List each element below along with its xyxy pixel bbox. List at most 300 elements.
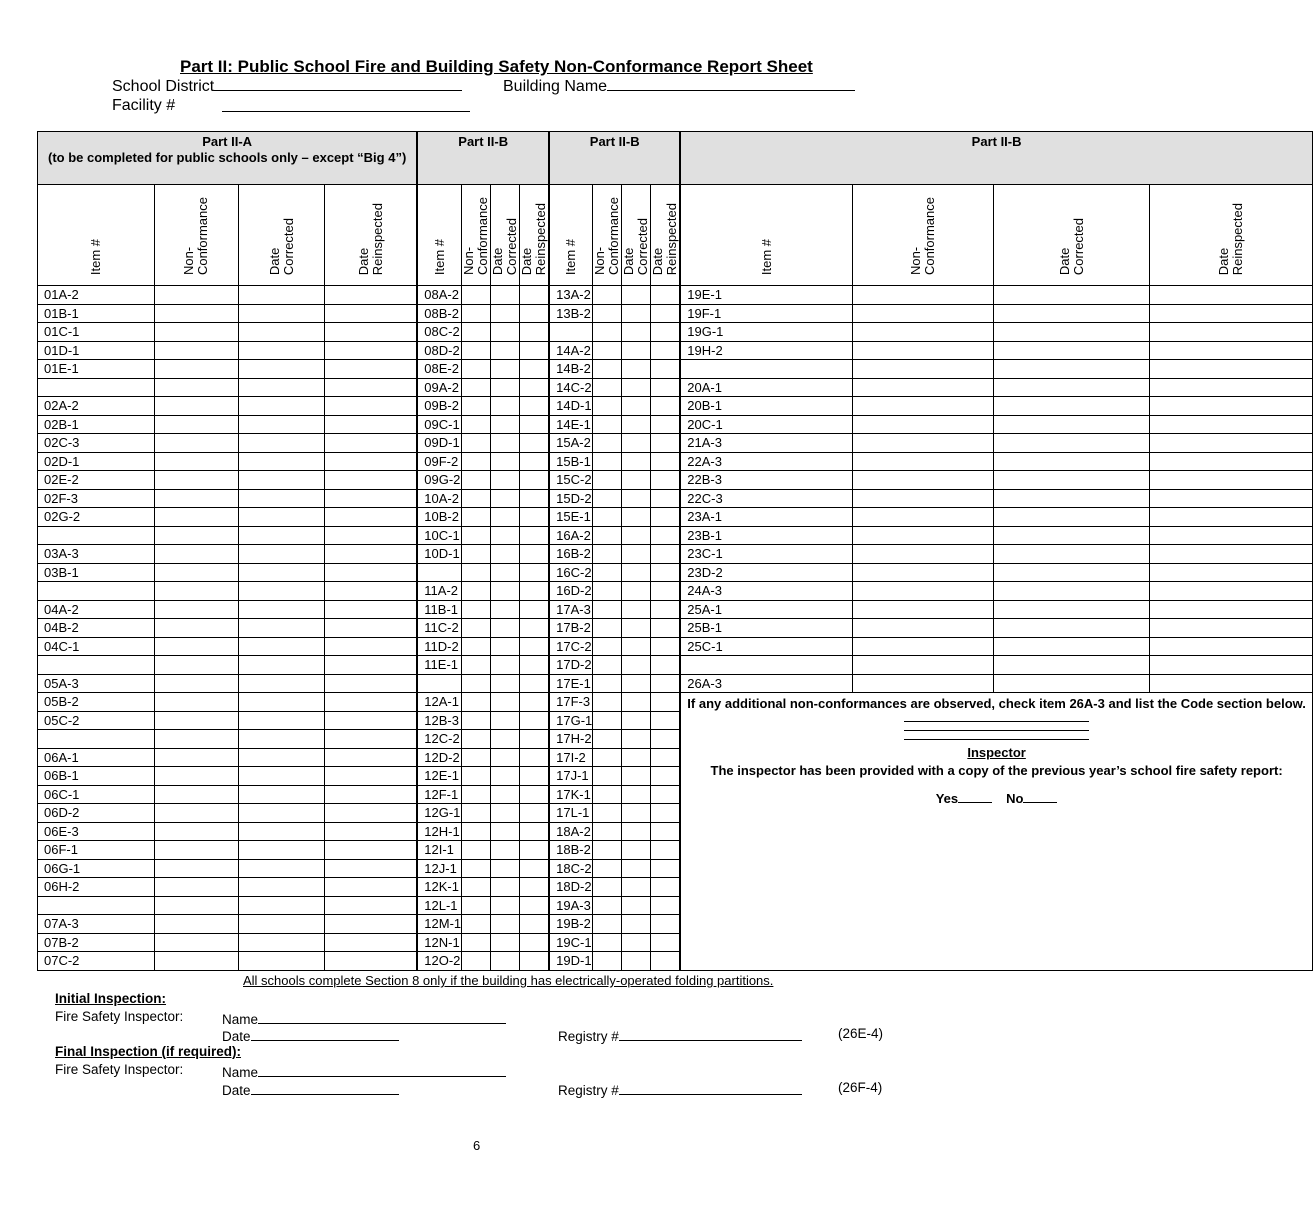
date-reinspected-cell[interactable] bbox=[325, 304, 417, 323]
date-corrected-cell[interactable] bbox=[491, 841, 520, 860]
non-conformance-cell[interactable] bbox=[154, 582, 238, 601]
non-conformance-cell[interactable] bbox=[593, 582, 622, 601]
date-reinspected-cell[interactable] bbox=[651, 415, 680, 434]
date-reinspected-cell[interactable] bbox=[325, 600, 417, 619]
non-conformance-cell[interactable] bbox=[462, 378, 491, 397]
date-reinspected-cell[interactable] bbox=[520, 785, 549, 804]
date-reinspected-cell[interactable] bbox=[1150, 286, 1312, 305]
date-corrected-cell[interactable] bbox=[491, 434, 520, 453]
date-reinspected-cell[interactable] bbox=[325, 674, 417, 693]
date-reinspected-cell[interactable] bbox=[520, 878, 549, 897]
date-reinspected-cell[interactable] bbox=[325, 452, 417, 471]
non-conformance-cell[interactable] bbox=[593, 656, 622, 675]
date-corrected-cell[interactable] bbox=[622, 619, 651, 638]
date-corrected-cell[interactable] bbox=[491, 304, 520, 323]
non-conformance-cell[interactable] bbox=[593, 304, 622, 323]
non-conformance-cell[interactable] bbox=[154, 452, 238, 471]
date-reinspected-cell[interactable] bbox=[520, 804, 549, 823]
date-reinspected-cell[interactable] bbox=[651, 674, 680, 693]
date-corrected-cell[interactable] bbox=[622, 508, 651, 527]
date-reinspected-cell[interactable] bbox=[325, 952, 417, 971]
date-reinspected-cell[interactable] bbox=[1150, 619, 1312, 638]
date-reinspected-cell[interactable] bbox=[651, 730, 680, 749]
date-reinspected-cell[interactable] bbox=[325, 767, 417, 786]
date-corrected-cell[interactable] bbox=[491, 600, 520, 619]
date-corrected-cell[interactable] bbox=[239, 933, 325, 952]
code-section-line[interactable] bbox=[904, 730, 1089, 731]
facility-input[interactable] bbox=[222, 97, 470, 112]
date-reinspected-cell[interactable] bbox=[1150, 582, 1312, 601]
non-conformance-cell[interactable] bbox=[462, 582, 491, 601]
non-conformance-cell[interactable] bbox=[852, 545, 993, 564]
non-conformance-cell[interactable] bbox=[593, 415, 622, 434]
non-conformance-cell[interactable] bbox=[154, 933, 238, 952]
date-corrected-cell[interactable] bbox=[239, 841, 325, 860]
non-conformance-cell[interactable] bbox=[852, 397, 993, 416]
non-conformance-cell[interactable] bbox=[462, 286, 491, 305]
date-corrected-cell[interactable] bbox=[622, 286, 651, 305]
date-corrected-cell[interactable] bbox=[622, 748, 651, 767]
date-corrected-cell[interactable] bbox=[239, 952, 325, 971]
date-reinspected-cell[interactable] bbox=[520, 378, 549, 397]
non-conformance-cell[interactable] bbox=[852, 471, 993, 490]
date-reinspected-cell[interactable] bbox=[1150, 637, 1312, 656]
date-reinspected-cell[interactable] bbox=[1150, 545, 1312, 564]
date-corrected-cell[interactable] bbox=[239, 378, 325, 397]
non-conformance-cell[interactable] bbox=[462, 952, 491, 971]
non-conformance-cell[interactable] bbox=[852, 526, 993, 545]
date-reinspected-cell[interactable] bbox=[651, 397, 680, 416]
non-conformance-cell[interactable] bbox=[593, 434, 622, 453]
date-reinspected-cell[interactable] bbox=[325, 508, 417, 527]
non-conformance-cell[interactable] bbox=[462, 563, 491, 582]
non-conformance-cell[interactable] bbox=[852, 637, 993, 656]
date-reinspected-cell[interactable] bbox=[520, 415, 549, 434]
date-reinspected-cell[interactable] bbox=[520, 674, 549, 693]
non-conformance-cell[interactable] bbox=[593, 952, 622, 971]
non-conformance-cell[interactable] bbox=[462, 545, 491, 564]
non-conformance-cell[interactable] bbox=[593, 674, 622, 693]
school-district-input[interactable] bbox=[214, 76, 462, 91]
date-corrected-cell[interactable] bbox=[622, 434, 651, 453]
date-corrected-cell[interactable] bbox=[491, 489, 520, 508]
date-reinspected-cell[interactable] bbox=[520, 508, 549, 527]
date-reinspected-cell[interactable] bbox=[325, 748, 417, 767]
date-reinspected-cell[interactable] bbox=[520, 767, 549, 786]
date-reinspected-cell[interactable] bbox=[325, 563, 417, 582]
final-registry-input[interactable] bbox=[619, 1080, 802, 1095]
date-reinspected-cell[interactable] bbox=[1150, 415, 1312, 434]
date-reinspected-cell[interactable] bbox=[520, 471, 549, 490]
non-conformance-cell[interactable] bbox=[593, 452, 622, 471]
non-conformance-cell[interactable] bbox=[462, 915, 491, 934]
initial-registry-input[interactable] bbox=[619, 1026, 802, 1041]
non-conformance-cell[interactable] bbox=[154, 674, 238, 693]
date-reinspected-cell[interactable] bbox=[651, 637, 680, 656]
date-corrected-cell[interactable] bbox=[622, 785, 651, 804]
initial-date-input[interactable] bbox=[251, 1026, 399, 1041]
date-corrected-cell[interactable] bbox=[491, 878, 520, 897]
date-reinspected-cell[interactable] bbox=[1150, 341, 1312, 360]
date-reinspected-cell[interactable] bbox=[520, 526, 549, 545]
non-conformance-cell[interactable] bbox=[462, 878, 491, 897]
date-reinspected-cell[interactable] bbox=[1150, 360, 1312, 379]
non-conformance-cell[interactable] bbox=[593, 471, 622, 490]
non-conformance-cell[interactable] bbox=[462, 859, 491, 878]
date-reinspected-cell[interactable] bbox=[520, 841, 549, 860]
non-conformance-cell[interactable] bbox=[852, 378, 993, 397]
date-reinspected-cell[interactable] bbox=[651, 471, 680, 490]
non-conformance-cell[interactable] bbox=[462, 415, 491, 434]
non-conformance-cell[interactable] bbox=[593, 600, 622, 619]
non-conformance-cell[interactable] bbox=[462, 674, 491, 693]
date-corrected-cell[interactable] bbox=[491, 674, 520, 693]
non-conformance-cell[interactable] bbox=[154, 471, 238, 490]
date-reinspected-cell[interactable] bbox=[325, 526, 417, 545]
date-reinspected-cell[interactable] bbox=[1150, 434, 1312, 453]
building-name-input[interactable] bbox=[607, 76, 855, 91]
non-conformance-cell[interactable] bbox=[462, 323, 491, 342]
date-corrected-cell[interactable] bbox=[239, 360, 325, 379]
date-reinspected-cell[interactable] bbox=[325, 323, 417, 342]
date-reinspected-cell[interactable] bbox=[325, 822, 417, 841]
date-corrected-cell[interactable] bbox=[239, 563, 325, 582]
date-corrected-cell[interactable] bbox=[994, 341, 1150, 360]
date-corrected-cell[interactable] bbox=[239, 471, 325, 490]
non-conformance-cell[interactable] bbox=[462, 748, 491, 767]
non-conformance-cell[interactable] bbox=[154, 711, 238, 730]
non-conformance-cell[interactable] bbox=[852, 600, 993, 619]
date-corrected-cell[interactable] bbox=[622, 711, 651, 730]
date-reinspected-cell[interactable] bbox=[520, 822, 549, 841]
date-corrected-cell[interactable] bbox=[491, 378, 520, 397]
date-reinspected-cell[interactable] bbox=[651, 360, 680, 379]
date-corrected-cell[interactable] bbox=[622, 804, 651, 823]
non-conformance-cell[interactable] bbox=[154, 545, 238, 564]
date-corrected-cell[interactable] bbox=[491, 656, 520, 675]
date-corrected-cell[interactable] bbox=[239, 545, 325, 564]
date-reinspected-cell[interactable] bbox=[325, 415, 417, 434]
date-reinspected-cell[interactable] bbox=[520, 656, 549, 675]
date-corrected-cell[interactable] bbox=[491, 915, 520, 934]
date-reinspected-cell[interactable] bbox=[325, 859, 417, 878]
date-corrected-cell[interactable] bbox=[622, 896, 651, 915]
date-corrected-cell[interactable] bbox=[239, 637, 325, 656]
date-reinspected-cell[interactable] bbox=[520, 489, 549, 508]
date-reinspected-cell[interactable] bbox=[325, 804, 417, 823]
non-conformance-cell[interactable] bbox=[154, 785, 238, 804]
non-conformance-cell[interactable] bbox=[593, 360, 622, 379]
date-corrected-cell[interactable] bbox=[622, 397, 651, 416]
date-reinspected-cell[interactable] bbox=[651, 748, 680, 767]
date-reinspected-cell[interactable] bbox=[651, 286, 680, 305]
date-corrected-cell[interactable] bbox=[491, 637, 520, 656]
non-conformance-cell[interactable] bbox=[462, 730, 491, 749]
non-conformance-cell[interactable] bbox=[852, 656, 993, 675]
date-reinspected-cell[interactable] bbox=[651, 526, 680, 545]
date-corrected-cell[interactable] bbox=[239, 582, 325, 601]
date-corrected-cell[interactable] bbox=[622, 730, 651, 749]
date-corrected-cell[interactable] bbox=[491, 452, 520, 471]
non-conformance-cell[interactable] bbox=[593, 489, 622, 508]
non-conformance-cell[interactable] bbox=[154, 730, 238, 749]
date-reinspected-cell[interactable] bbox=[520, 693, 549, 712]
non-conformance-cell[interactable] bbox=[462, 785, 491, 804]
non-conformance-cell[interactable] bbox=[462, 841, 491, 860]
non-conformance-cell[interactable] bbox=[462, 341, 491, 360]
date-corrected-cell[interactable] bbox=[994, 434, 1150, 453]
date-corrected-cell[interactable] bbox=[622, 378, 651, 397]
date-reinspected-cell[interactable] bbox=[651, 619, 680, 638]
date-corrected-cell[interactable] bbox=[622, 933, 651, 952]
date-corrected-cell[interactable] bbox=[994, 526, 1150, 545]
date-corrected-cell[interactable] bbox=[622, 341, 651, 360]
date-reinspected-cell[interactable] bbox=[651, 878, 680, 897]
date-reinspected-cell[interactable] bbox=[1150, 508, 1312, 527]
non-conformance-cell[interactable] bbox=[154, 304, 238, 323]
date-reinspected-cell[interactable] bbox=[325, 915, 417, 934]
date-corrected-cell[interactable] bbox=[239, 748, 325, 767]
non-conformance-cell[interactable] bbox=[462, 619, 491, 638]
non-conformance-cell[interactable] bbox=[154, 878, 238, 897]
date-corrected-cell[interactable] bbox=[622, 452, 651, 471]
non-conformance-cell[interactable] bbox=[462, 711, 491, 730]
non-conformance-cell[interactable] bbox=[154, 378, 238, 397]
non-conformance-cell[interactable] bbox=[462, 526, 491, 545]
non-conformance-cell[interactable] bbox=[154, 841, 238, 860]
non-conformance-cell[interactable] bbox=[154, 896, 238, 915]
date-corrected-cell[interactable] bbox=[622, 915, 651, 934]
date-corrected-cell[interactable] bbox=[994, 637, 1150, 656]
date-reinspected-cell[interactable] bbox=[651, 767, 680, 786]
date-corrected-cell[interactable] bbox=[622, 471, 651, 490]
date-corrected-cell[interactable] bbox=[994, 452, 1150, 471]
non-conformance-cell[interactable] bbox=[593, 637, 622, 656]
non-conformance-cell[interactable] bbox=[154, 859, 238, 878]
date-reinspected-cell[interactable] bbox=[325, 785, 417, 804]
date-corrected-cell[interactable] bbox=[239, 508, 325, 527]
date-reinspected-cell[interactable] bbox=[520, 341, 549, 360]
date-reinspected-cell[interactable] bbox=[325, 360, 417, 379]
non-conformance-cell[interactable] bbox=[852, 452, 993, 471]
non-conformance-cell[interactable] bbox=[852, 434, 993, 453]
date-reinspected-cell[interactable] bbox=[651, 489, 680, 508]
date-reinspected-cell[interactable] bbox=[1150, 674, 1312, 693]
date-corrected-cell[interactable] bbox=[239, 489, 325, 508]
date-corrected-cell[interactable] bbox=[239, 693, 325, 712]
date-corrected-cell[interactable] bbox=[622, 563, 651, 582]
date-corrected-cell[interactable] bbox=[491, 785, 520, 804]
date-corrected-cell[interactable] bbox=[622, 674, 651, 693]
non-conformance-cell[interactable] bbox=[852, 619, 993, 638]
date-reinspected-cell[interactable] bbox=[651, 841, 680, 860]
date-corrected-cell[interactable] bbox=[491, 619, 520, 638]
date-reinspected-cell[interactable] bbox=[325, 489, 417, 508]
non-conformance-cell[interactable] bbox=[593, 563, 622, 582]
date-reinspected-cell[interactable] bbox=[520, 304, 549, 323]
date-corrected-cell[interactable] bbox=[239, 526, 325, 545]
date-reinspected-cell[interactable] bbox=[520, 896, 549, 915]
date-corrected-cell[interactable] bbox=[239, 304, 325, 323]
non-conformance-cell[interactable] bbox=[593, 822, 622, 841]
date-corrected-cell[interactable] bbox=[622, 360, 651, 379]
date-reinspected-cell[interactable] bbox=[520, 711, 549, 730]
date-corrected-cell[interactable] bbox=[491, 563, 520, 582]
non-conformance-cell[interactable] bbox=[154, 600, 238, 619]
date-corrected-cell[interactable] bbox=[239, 859, 325, 878]
initial-name-input[interactable] bbox=[258, 1009, 506, 1024]
date-reinspected-cell[interactable] bbox=[651, 859, 680, 878]
non-conformance-cell[interactable] bbox=[154, 323, 238, 342]
date-corrected-cell[interactable] bbox=[239, 822, 325, 841]
date-corrected-cell[interactable] bbox=[239, 674, 325, 693]
date-reinspected-cell[interactable] bbox=[1150, 323, 1312, 342]
date-corrected-cell[interactable] bbox=[994, 304, 1150, 323]
date-corrected-cell[interactable] bbox=[622, 323, 651, 342]
non-conformance-cell[interactable] bbox=[154, 619, 238, 638]
date-reinspected-cell[interactable] bbox=[520, 748, 549, 767]
date-reinspected-cell[interactable] bbox=[325, 545, 417, 564]
date-corrected-cell[interactable] bbox=[622, 859, 651, 878]
date-corrected-cell[interactable] bbox=[622, 600, 651, 619]
date-corrected-cell[interactable] bbox=[491, 693, 520, 712]
date-reinspected-cell[interactable] bbox=[651, 822, 680, 841]
date-reinspected-cell[interactable] bbox=[651, 545, 680, 564]
date-corrected-cell[interactable] bbox=[994, 323, 1150, 342]
date-corrected-cell[interactable] bbox=[994, 360, 1150, 379]
date-corrected-cell[interactable] bbox=[239, 341, 325, 360]
date-corrected-cell[interactable] bbox=[491, 286, 520, 305]
non-conformance-cell[interactable] bbox=[154, 693, 238, 712]
date-reinspected-cell[interactable] bbox=[651, 656, 680, 675]
date-reinspected-cell[interactable] bbox=[651, 896, 680, 915]
non-conformance-cell[interactable] bbox=[154, 415, 238, 434]
non-conformance-cell[interactable] bbox=[462, 600, 491, 619]
date-reinspected-cell[interactable] bbox=[325, 378, 417, 397]
date-reinspected-cell[interactable] bbox=[520, 323, 549, 342]
final-date-input[interactable] bbox=[251, 1080, 399, 1095]
date-corrected-cell[interactable] bbox=[239, 915, 325, 934]
date-reinspected-cell[interactable] bbox=[325, 896, 417, 915]
non-conformance-cell[interactable] bbox=[154, 563, 238, 582]
non-conformance-cell[interactable] bbox=[593, 896, 622, 915]
yes-input[interactable] bbox=[958, 790, 992, 803]
date-reinspected-cell[interactable] bbox=[520, 286, 549, 305]
date-reinspected-cell[interactable] bbox=[1150, 563, 1312, 582]
non-conformance-cell[interactable] bbox=[852, 508, 993, 527]
date-corrected-cell[interactable] bbox=[622, 637, 651, 656]
date-reinspected-cell[interactable] bbox=[325, 286, 417, 305]
code-section-line[interactable] bbox=[904, 721, 1089, 722]
date-corrected-cell[interactable] bbox=[239, 711, 325, 730]
date-reinspected-cell[interactable] bbox=[1150, 489, 1312, 508]
code-section-line[interactable] bbox=[904, 739, 1089, 740]
date-corrected-cell[interactable] bbox=[622, 878, 651, 897]
non-conformance-cell[interactable] bbox=[593, 933, 622, 952]
date-corrected-cell[interactable] bbox=[994, 674, 1150, 693]
date-reinspected-cell[interactable] bbox=[651, 600, 680, 619]
date-corrected-cell[interactable] bbox=[239, 452, 325, 471]
date-reinspected-cell[interactable] bbox=[651, 933, 680, 952]
non-conformance-cell[interactable] bbox=[593, 545, 622, 564]
date-corrected-cell[interactable] bbox=[491, 767, 520, 786]
date-reinspected-cell[interactable] bbox=[520, 730, 549, 749]
date-reinspected-cell[interactable] bbox=[651, 582, 680, 601]
non-conformance-cell[interactable] bbox=[462, 822, 491, 841]
date-reinspected-cell[interactable] bbox=[325, 841, 417, 860]
date-reinspected-cell[interactable] bbox=[520, 859, 549, 878]
date-corrected-cell[interactable] bbox=[491, 341, 520, 360]
date-reinspected-cell[interactable] bbox=[520, 360, 549, 379]
date-reinspected-cell[interactable] bbox=[651, 304, 680, 323]
non-conformance-cell[interactable] bbox=[593, 397, 622, 416]
date-reinspected-cell[interactable] bbox=[520, 563, 549, 582]
date-reinspected-cell[interactable] bbox=[520, 434, 549, 453]
date-reinspected-cell[interactable] bbox=[325, 619, 417, 638]
date-corrected-cell[interactable] bbox=[491, 415, 520, 434]
date-reinspected-cell[interactable] bbox=[325, 341, 417, 360]
date-reinspected-cell[interactable] bbox=[1150, 656, 1312, 675]
date-corrected-cell[interactable] bbox=[994, 397, 1150, 416]
non-conformance-cell[interactable] bbox=[462, 452, 491, 471]
non-conformance-cell[interactable] bbox=[462, 804, 491, 823]
non-conformance-cell[interactable] bbox=[462, 489, 491, 508]
non-conformance-cell[interactable] bbox=[154, 822, 238, 841]
non-conformance-cell[interactable] bbox=[593, 323, 622, 342]
non-conformance-cell[interactable] bbox=[462, 693, 491, 712]
date-corrected-cell[interactable] bbox=[239, 397, 325, 416]
date-reinspected-cell[interactable] bbox=[520, 619, 549, 638]
date-reinspected-cell[interactable] bbox=[325, 582, 417, 601]
date-corrected-cell[interactable] bbox=[491, 859, 520, 878]
date-corrected-cell[interactable] bbox=[994, 415, 1150, 434]
date-corrected-cell[interactable] bbox=[994, 656, 1150, 675]
non-conformance-cell[interactable] bbox=[593, 286, 622, 305]
date-reinspected-cell[interactable] bbox=[325, 637, 417, 656]
non-conformance-cell[interactable] bbox=[852, 341, 993, 360]
date-reinspected-cell[interactable] bbox=[651, 693, 680, 712]
date-corrected-cell[interactable] bbox=[491, 933, 520, 952]
date-corrected-cell[interactable] bbox=[491, 508, 520, 527]
date-reinspected-cell[interactable] bbox=[520, 397, 549, 416]
non-conformance-cell[interactable] bbox=[462, 360, 491, 379]
non-conformance-cell[interactable] bbox=[593, 767, 622, 786]
date-reinspected-cell[interactable] bbox=[520, 915, 549, 934]
date-corrected-cell[interactable] bbox=[239, 878, 325, 897]
date-reinspected-cell[interactable] bbox=[1150, 526, 1312, 545]
non-conformance-cell[interactable] bbox=[593, 859, 622, 878]
date-reinspected-cell[interactable] bbox=[651, 804, 680, 823]
non-conformance-cell[interactable] bbox=[154, 360, 238, 379]
non-conformance-cell[interactable] bbox=[462, 896, 491, 915]
non-conformance-cell[interactable] bbox=[462, 471, 491, 490]
date-reinspected-cell[interactable] bbox=[520, 637, 549, 656]
date-corrected-cell[interactable] bbox=[622, 489, 651, 508]
date-corrected-cell[interactable] bbox=[239, 730, 325, 749]
non-conformance-cell[interactable] bbox=[593, 619, 622, 638]
date-corrected-cell[interactable] bbox=[622, 841, 651, 860]
date-corrected-cell[interactable] bbox=[491, 822, 520, 841]
non-conformance-cell[interactable] bbox=[593, 915, 622, 934]
non-conformance-cell[interactable] bbox=[852, 360, 993, 379]
date-corrected-cell[interactable] bbox=[491, 323, 520, 342]
non-conformance-cell[interactable] bbox=[154, 434, 238, 453]
date-reinspected-cell[interactable] bbox=[325, 434, 417, 453]
non-conformance-cell[interactable] bbox=[462, 656, 491, 675]
date-corrected-cell[interactable] bbox=[994, 563, 1150, 582]
date-reinspected-cell[interactable] bbox=[325, 693, 417, 712]
date-reinspected-cell[interactable] bbox=[651, 785, 680, 804]
